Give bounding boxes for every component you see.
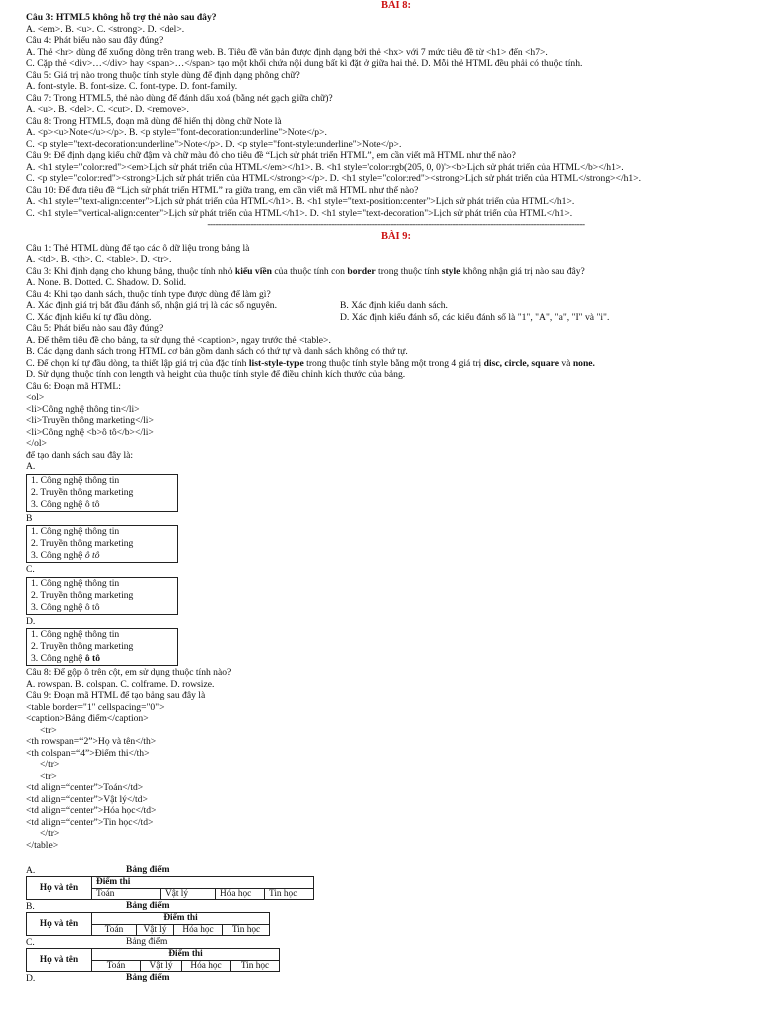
bold-term: border: [347, 265, 376, 277]
question-text: Câu 7: Trong HTML5, thẻ nào dùng để đánh dấu xoá (bằng nét gạch giữa chữ)?: [26, 92, 333, 104]
subject-cell: Hóa học: [182, 960, 231, 972]
bold-term: list-style-type: [248, 357, 304, 369]
answer-options: A. <td>. B. <th>. C. <table>. D. <tr>.: [26, 254, 172, 265]
empty-cell: [161, 877, 314, 889]
code-line: <li>Công nghệ <b>ô tô</b></li>: [26, 426, 154, 438]
answer-option: A. Để thêm tiêu đề cho bảng, ta sử dụng thẻ <caption>, ngay trước thẻ <table>.: [26, 334, 331, 346]
code-line: <tr>: [40, 724, 57, 736]
table-caption: Bảng điểm: [126, 865, 170, 875]
question-text: để tạo danh sách sau đây là:: [26, 449, 134, 461]
answer-option: B. Các dạng danh sách trong HTML cơ bản gồm danh sách có thứ tự và danh sách không có thứ tự.: [26, 346, 408, 357]
table-option-b: [26, 901, 766, 936]
code-line: <li>Truyền thông marketing</li>: [26, 415, 154, 426]
list-item: 3. Công nghệ ô tô: [31, 601, 100, 613]
answer-options: A. font-style. B. font-size. C. font-type. D. font-family.: [26, 81, 238, 92]
list-item: 1. Công nghệ thông tin: [31, 474, 120, 486]
option-label: D.: [26, 973, 36, 984]
grade-table: [26, 948, 280, 972]
question-text: Câu 9: Để định dạng kiểu chữ đậm và chữ màu đỏ cho tiêu đề “Lịch sử phát triển HTML”, em cần viết mã HTML như thế nào?: [26, 150, 516, 161]
header-score: Điểm thi: [92, 877, 161, 889]
list-item: 2. Truyền thông marketing: [31, 641, 134, 652]
table-option-d: [26, 973, 766, 984]
list-item: 2. Truyền thông marketing: [31, 589, 134, 601]
question-text: Câu 9: Đoạn mã HTML để tạo bảng sau đây là: [26, 690, 206, 701]
answer-options: A. Thẻ <hr> dùng để xuống dòng trên trang web. B. Tiêu đề văn bản được định dạng bởi thẻ <hx> với 7 mức tiêu đề từ <h1> đến <h7>.: [26, 46, 548, 58]
text-run: không nhận giá trị nào sau đây?: [460, 265, 585, 277]
answer-option: C. Xác định kiểu kí tự đầu dòng.: [26, 311, 152, 323]
text-run: 3. Công nghệ: [31, 653, 85, 664]
code-line: <td align=“center”>Hóa học</td>: [26, 805, 157, 816]
option-label: C.: [26, 564, 35, 575]
list-item: 3. Công nghệ ô tô: [31, 498, 100, 510]
subject-cell: Toán: [92, 888, 161, 900]
question-text: Câu 8: Trong HTML5, đoạn mã dùng để hiển thị dòng chữ Note là: [26, 115, 282, 127]
list-item: [31, 653, 177, 665]
answer-options: A. <p><u>Note</u></p>. B. <p style="font-decoration:underline">Note</p>.: [26, 127, 327, 138]
subject-cell: Vật lý: [161, 888, 216, 900]
option-label: C.: [26, 937, 35, 948]
answer-options: C. <h1 style="vertical-align:center">Lịch sử phát triển của HTML</h1>. D. <h1 style="text-decoration">Lịch sử phát triển của HTML</h1>.: [26, 207, 573, 219]
answer-options: C. Cặp thẻ <div>…</div> hay <span>…</span> tạo một khối chứa nội dung bất kì đặt ở giữa hai thẻ. D. Mỗi thẻ HTML đều phải có thuộc tính.: [26, 58, 583, 69]
option-label: D.: [26, 615, 36, 627]
code-line: <th colspan=“4”>Điểm thi</th>: [26, 747, 150, 759]
question-text: [26, 266, 766, 278]
answer-options: A. <em>. B. <u>. C. <strong>. D. <del>.: [26, 23, 185, 35]
header-name: Họ và tên: [27, 913, 92, 936]
answer-options: A. rowspan. B. colspan. C. colframe. D. rowsize.: [26, 678, 215, 690]
subject-cell: Tin học: [231, 960, 280, 972]
question-text: Câu 6: Đoạn mã HTML:: [26, 380, 121, 392]
answer-option: D. Xác định kiểu đánh số, các kiểu đánh số là "1", "A", "a", "I" và "i".: [340, 311, 610, 323]
question-text: Câu 8: Để gộp ô trên cột, em sử dụng thuộc tính nào?: [26, 667, 232, 678]
code-line: </table>: [26, 839, 59, 851]
code-line: <tr>: [40, 770, 57, 782]
bold-term: kiểu viền: [234, 265, 272, 277]
option-label: A.: [26, 461, 36, 472]
table-caption: Bảng điểm: [126, 901, 170, 911]
header-name: Họ và tên: [27, 877, 92, 900]
text-run: trong thuộc tính: [375, 265, 442, 277]
text-run: Câu 3: Khi định dạng cho khung bảng, thuộc tính nhỏ: [26, 265, 235, 277]
text-run: của thuộc tính con: [271, 265, 348, 277]
list-item: 1. Công nghệ thông tin: [31, 526, 120, 537]
option-label: B: [26, 512, 33, 524]
code-line: <table border="1" cellspacing="0">: [26, 701, 165, 713]
code-line: </tr>: [40, 828, 60, 839]
answer-option: [26, 358, 766, 370]
answer-option: D. Sử dụng thuộc tính con length và height của thuộc tính style để điều chỉnh kích thước của bảng.: [26, 369, 406, 380]
list-item: 1. Công nghệ thông tin: [31, 577, 120, 589]
code-line: <caption>Bảng điểm</caption>: [26, 713, 149, 724]
grade-table: [26, 912, 270, 936]
italic-term: ô tô: [84, 550, 100, 561]
option-label: A.: [26, 865, 36, 876]
code-line: </tr>: [40, 759, 60, 770]
subject-cell: Tin học: [265, 888, 314, 900]
list-preview-a: [26, 474, 178, 512]
text-run: và: [558, 357, 573, 369]
answer-options-row: [26, 300, 766, 312]
subject-cell: Toán: [92, 924, 137, 936]
answer-options: C. <p style="color:red"><strong>Lịch sử phát triển của HTML</strong></p>. D. <h1 style="color:red"><strong>Lịch sử phát triển của HTML</strong></h1>.: [26, 173, 642, 184]
question-text: Câu 4: Phát biểu nào sau đây đúng?: [26, 35, 164, 46]
text-run: C. Để chọn kí tự đầu dòng, ta thiết lập giá trị của đặc tính: [26, 357, 249, 369]
code-line: <ol>: [26, 392, 45, 403]
bold-term: style: [441, 265, 461, 277]
question-text: Câu 1: Thẻ HTML dùng để tạo các ô dữ liệu trong bảng là: [26, 242, 250, 254]
code-line: <th rowspan=“2”>Họ và tên</th>: [26, 736, 157, 747]
code-line: <li>Công nghệ thông tin</li>: [26, 403, 140, 415]
subject-cell: Vật lý: [141, 960, 182, 972]
list-preview-b: [26, 525, 178, 563]
list-preview-c: [26, 577, 178, 615]
code-line: <td align=“center”>Vật lý</td>: [26, 793, 148, 805]
subject-cell: Tin học: [223, 924, 270, 936]
answer-options: A. <u>. B. <del>. C. <cut>. D. <remove>.: [26, 104, 189, 115]
table-caption: Bảng điểm: [126, 973, 170, 983]
answer-options: A. None. B. Dotted. C. Shadow. D. Solid.: [26, 277, 187, 288]
grade-table: [26, 876, 314, 900]
question-text: Câu 4: Khi tạo danh sách, thuộc tính type được dùng để làm gì?: [26, 288, 271, 300]
list-item: 1. Công nghệ thông tin: [31, 629, 120, 640]
subject-cell: Hóa học: [174, 924, 223, 936]
subject-cell: Vật lý: [137, 924, 174, 936]
question-label: Câu 3: HTML5 không hỗ trợ thẻ nào sau đây?: [26, 12, 217, 23]
option-label: B.: [26, 901, 35, 912]
answer-options-row: [26, 312, 766, 324]
question-text: [26, 12, 766, 24]
table-option-c: [26, 937, 766, 972]
answer-options: C. <p style="text-decoration:underline">Note</p>. D. <p style="font-style:underline">Note</p>.: [26, 138, 402, 150]
text-run: 3. Công nghệ: [31, 550, 85, 561]
subject-cell: Toán: [92, 960, 141, 972]
list-item: [31, 550, 177, 562]
bold-term: ô tô: [84, 653, 101, 664]
text-run: trong thuộc tính style bằng một trong 4 giá trị: [303, 357, 484, 369]
table-option-a: [26, 865, 766, 900]
spacer: [26, 851, 766, 865]
header-name: Họ và tên: [27, 949, 92, 972]
table-caption: Bảng điểm: [126, 937, 168, 947]
list-preview-d: [26, 628, 178, 666]
section-title-bai8: BÀI 8:: [380, 0, 412, 11]
question-text: Câu 5: Giá trị nào trong thuộc tính style dùng để định dạng phông chữ?: [26, 69, 300, 81]
section-separator: --------------------------------------------------------------------------------------------------------------------------------------------: [207, 219, 585, 230]
list-item: 2. Truyền thông marketing: [31, 538, 134, 549]
question-text: Câu 5: Phát biểu nào sau đây đúng?: [26, 323, 164, 334]
question-text: Câu 10: Để đưa tiêu đề “Lịch sử phát triển HTML” ra giữa trang, em cần viết mã HTML như thế nào?: [26, 184, 419, 196]
answer-option: A. Xác định giá trị bắt đầu đánh số, nhận giá trị là các số nguyên.: [26, 300, 277, 311]
answer-option: B. Xác định kiểu danh sách.: [340, 300, 448, 311]
header-score: Điểm thi: [92, 949, 280, 961]
header-score: Điểm thi: [92, 913, 270, 925]
answer-options: A. <h1 style="text-align:center">Lịch sử phát triển của HTML</h1>. B. <h1 style="text-position:center">Lịch sử phát triển của HTML</h1>.: [26, 196, 575, 207]
section-title-bai9: BÀI 9:: [380, 230, 412, 242]
bold-term: disc, circle, square: [483, 357, 559, 369]
code-line: <td align=“center”>Toán</td>: [26, 782, 144, 793]
code-line: <td align=“center”>Tin học</td>: [26, 816, 154, 828]
bold-term: none.: [572, 357, 595, 369]
code-line: </ol>: [26, 438, 47, 449]
list-item: 2. Truyền thông marketing: [31, 486, 134, 498]
answer-options: A. <h1 style="color:red"><em>Lịch sử phát triển của HTML</em></h1>. B. <h1 style='color:rgb(205, 0, 0)'><b>Lịch sử phát triển của HTML</b></h1>.: [26, 161, 624, 173]
subject-cell: Hóa học: [216, 888, 265, 900]
